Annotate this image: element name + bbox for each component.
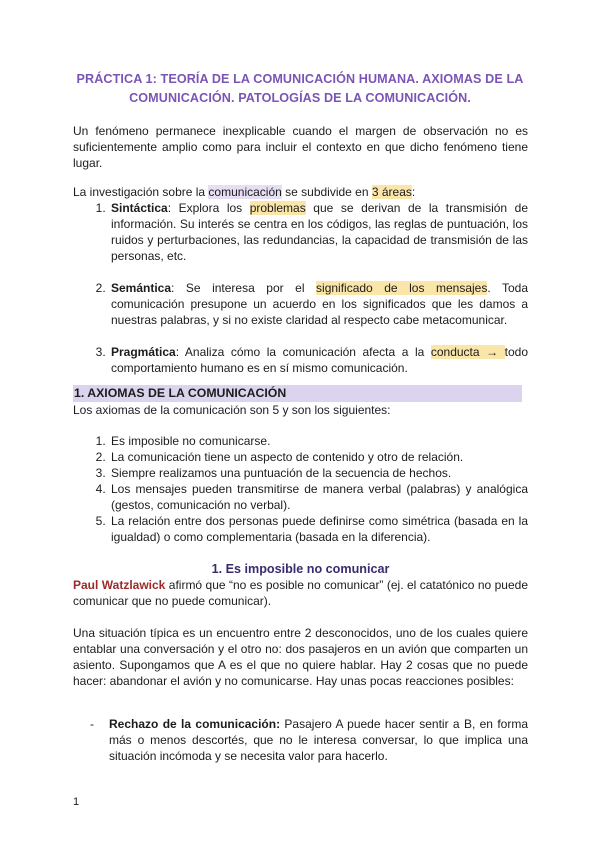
research-paragraph [73,184,528,200]
area-highlight: significado de los mensajes [316,281,488,295]
section-heading-axiomas: 1. AXIOMAS DE LA COMUNICACIÓN [73,385,522,402]
area-text: : Analiza cómo la comunicación afecta a la [175,345,431,359]
area-highlight: conducta → [430,345,505,359]
reaction-term: Rechazo de la comunicación: [109,717,281,731]
area-text: : Se interesa por el [171,281,317,295]
axiom-item: 2. La comunicación tiene un aspecto de contenido y otro de relación. [109,449,528,465]
area-item-pragmatica [109,344,528,376]
area-text: todo comportamiento humano es en sí mismo comunicación. [111,345,528,375]
intro-paragraph: Un fenómeno permanece inexplicable cuando el margen de observación no es suficientemente amplio como para incluir el contexto en que dicho fenómeno tiene lugar. [73,124,528,170]
areas-list [73,200,528,392]
reaction-text: Pasajero A puede hacer sentir a B, en forma más o menos descortés, que no le interesa conversar, lo que implica una situación incómoda y se necesita valor para hacerlo. [109,717,528,763]
watzlawick-paragraph [73,577,528,609]
area-item-semantica [109,280,528,328]
axiom-item: 5. La relación entre dos personas puede definirse como simétrica (basada en la igualdad) o como complementaria (basada en la diferencia). [109,513,528,545]
axiom-item: 4. Los mensajes pueden transmitirse de manera verbal (palabras) y analógica (gestos, comunicación no verbal). [109,481,528,513]
area-highlight: problemas [249,201,306,215]
highlight-comunicacion: comunicación [208,185,282,199]
dash-bullet: - [90,717,94,731]
axiom-item: 1. Es imposible no comunicarse. [109,433,528,449]
reactions-list [73,716,528,764]
research-middle: se subdivide en [281,185,372,199]
page-title [60,70,540,108]
area-text: . Toda comunicación presupone un acuerdo en los significados que les damos a nuestras palabras, y si no existe claridad al respecto cabe metacomunicar. [111,281,529,327]
subsection-heading: 1. Es imposible no comunicar [211,562,390,576]
area-item-sintactica [109,200,528,264]
page-number: 1 [73,796,80,808]
research-prefix: La investigación sobre la [73,185,209,199]
research-suffix: : [411,185,416,199]
author-name: Paul Watzlawick [73,578,166,592]
area-term: Pragmática [111,345,176,359]
area-term: Semántica [111,281,172,295]
axioms-list [73,433,528,545]
title-line-2: COMUNICACIÓN. PATOLOGÍAS DE LA COMUNICACIÓN. [129,91,471,105]
title-line-1: PRÁCTICA 1: TEORÍA DE LA COMUNICACIÓN HUMANA. AXIOMAS DE LA [76,72,524,86]
area-text: que se derivan de la transmisión de información. Su interés se centra en los códigos, las reglas de puntuación, los ruidos y perturbaciones, las redundancias, la capacidad de transmisión de las personas, etc. [111,201,528,263]
area-text: : Explora los [167,201,250,215]
situation-paragraph: Una situación típica es un encuentro entre 2 desconocidos, uno de los cuales quiere entablar una conversación y el otro no: dos pasajeros en un avión que comparten un asiento. Supongamos que A es el que no quiere hablar. Hay 2 cosas que no puede hacer: abandonar el avión y no comunicarse. Hay unas pocas reacciones posibles: [73,626,528,688]
axiom-item: 3. Siempre realizamos una puntuación de la secuencia de hechos. [109,465,528,481]
reaction-item [90,716,528,764]
quote-text: afirmó que “no es posible no comunicar” (ej. el catatónico no puede comunicar que no puede comunicar). [73,578,528,608]
axioms-lead: Los axiomas de la comunicación son 5 y son los siguientes: [73,403,391,417]
area-term: Sintáctica [111,201,168,215]
highlight-3-areas: 3 áreas [371,185,412,199]
